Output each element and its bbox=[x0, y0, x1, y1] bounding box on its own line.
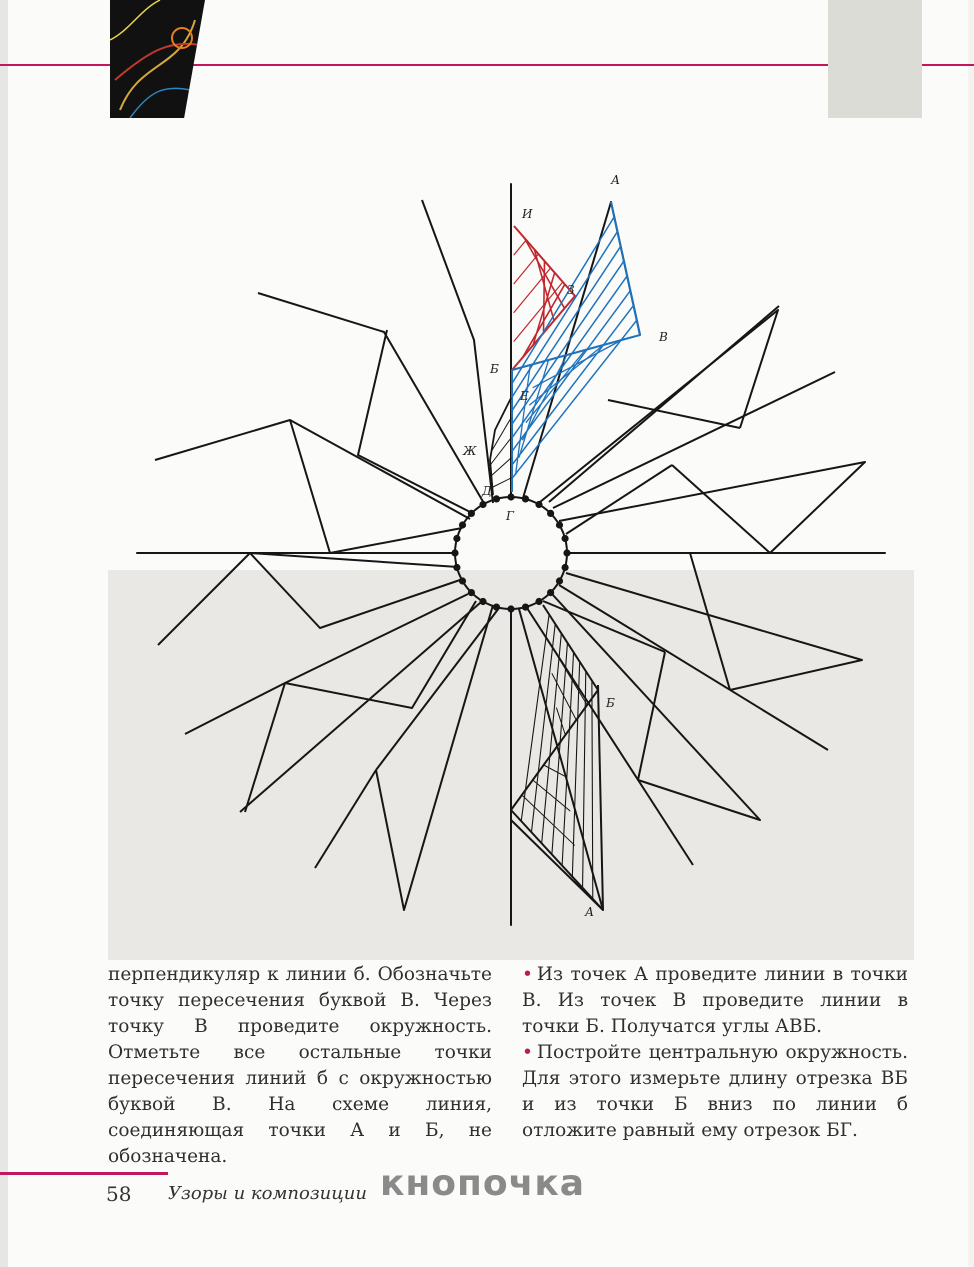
label-E: Е bbox=[520, 389, 529, 403]
label-B-bottom: Б bbox=[606, 696, 615, 710]
circle-point bbox=[507, 605, 514, 612]
circle-point bbox=[493, 604, 500, 611]
text-column-right bbox=[522, 962, 908, 1144]
pattern-line-28 bbox=[598, 685, 603, 910]
red-thread-cross-1 bbox=[514, 240, 526, 255]
pattern-line-25 bbox=[543, 601, 665, 652]
label-D: Д bbox=[482, 484, 492, 498]
label-V: В bbox=[659, 330, 668, 344]
dark-thread-5 bbox=[562, 652, 573, 865]
label-B-top: Б bbox=[490, 362, 499, 376]
circle-point bbox=[468, 589, 475, 596]
pattern-line-17 bbox=[553, 372, 835, 508]
blue-thread-cross-1 bbox=[533, 340, 622, 387]
dark-thread-cross-6 bbox=[533, 780, 570, 811]
dark-thread-7 bbox=[583, 671, 586, 888]
dark-thread-curve bbox=[490, 398, 511, 495]
book-title: Узоры и композиции bbox=[168, 1183, 367, 1204]
dark-thread-8 bbox=[592, 681, 593, 899]
circle-point bbox=[547, 510, 554, 517]
label-A-bottom: А bbox=[585, 905, 595, 919]
label-A-top: А bbox=[611, 173, 621, 187]
red-thread-cross-2 bbox=[514, 254, 538, 284]
pattern-line-8 bbox=[285, 601, 476, 708]
footer-rule bbox=[0, 1172, 168, 1175]
pattern-line-4 bbox=[290, 420, 462, 553]
circle-point bbox=[535, 501, 542, 508]
pattern-line-2 bbox=[358, 330, 474, 514]
circle-point bbox=[453, 535, 460, 542]
dark-curve-edge bbox=[490, 398, 511, 495]
label-I: И bbox=[522, 207, 533, 221]
pattern-line-13 bbox=[376, 608, 499, 770]
circle-point bbox=[493, 495, 500, 502]
radial-lines bbox=[137, 184, 885, 925]
pattern-line-11 bbox=[376, 605, 493, 910]
circle-point bbox=[547, 589, 554, 596]
label-G: Г bbox=[506, 509, 514, 523]
circle-point bbox=[468, 510, 475, 517]
circle-point bbox=[522, 604, 529, 611]
pattern-line-7 bbox=[185, 594, 468, 734]
pattern-line-5 bbox=[158, 553, 458, 645]
circle-point bbox=[562, 564, 569, 571]
pattern-line-3 bbox=[155, 420, 470, 519]
pattern-line-10 bbox=[240, 603, 480, 812]
pattern-line-16 bbox=[608, 400, 740, 428]
dark-thread-4 bbox=[552, 643, 568, 855]
circle-point bbox=[451, 549, 458, 556]
blue-thread-3 bbox=[512, 246, 621, 410]
circle-point bbox=[562, 535, 569, 542]
blue-thread-5 bbox=[512, 276, 627, 438]
circle-point bbox=[535, 598, 542, 605]
circle-point bbox=[522, 495, 529, 502]
text-column-left bbox=[108, 962, 492, 1170]
pattern-line-12 bbox=[315, 770, 376, 868]
bullet-step-2: • Постройте центральную окружность. Для этого измерьте длину отрезка ВБ и из точки Б вниз по линии б отложите равный ему отрезок БГ. bbox=[522, 1040, 908, 1144]
label-Zh: Ж bbox=[463, 444, 477, 458]
pattern-line-24 bbox=[552, 594, 760, 820]
circle-point bbox=[556, 577, 563, 584]
paragraph-instructions: перпендикуляр к линии б. Обозначьте точку пересечения буквой В. Через точку В проведите окружность. Отметьте все остальные точки пересечения линий б с окружностью буквой В. На схеме линия, соединяющая точки А и Б, не обозначена. bbox=[108, 964, 492, 1167]
label-Z: З bbox=[567, 283, 575, 297]
circle-point bbox=[479, 598, 486, 605]
pattern-line-19 bbox=[672, 465, 770, 553]
circle-point bbox=[507, 493, 514, 500]
circle-point bbox=[556, 521, 563, 528]
dark-thread-3 bbox=[542, 633, 562, 843]
dark-curve-thread-4 bbox=[491, 478, 511, 488]
watermark: кнопочка bbox=[380, 1163, 586, 1204]
page-number: 58 bbox=[106, 1182, 132, 1206]
pattern-line-9 bbox=[245, 683, 285, 812]
circle-point bbox=[563, 549, 570, 556]
circle-point bbox=[459, 577, 466, 584]
circle-point bbox=[479, 501, 486, 508]
pattern-line-21 bbox=[566, 573, 862, 690]
circle-point bbox=[459, 521, 466, 528]
circle-point bbox=[453, 564, 460, 571]
blue-thread-2 bbox=[512, 232, 617, 398]
bullet-step-1: • Из точек А проведите линии в точки В. Из точек В проведите линии в точки Б. Получатся углы АВБ. bbox=[522, 962, 908, 1040]
